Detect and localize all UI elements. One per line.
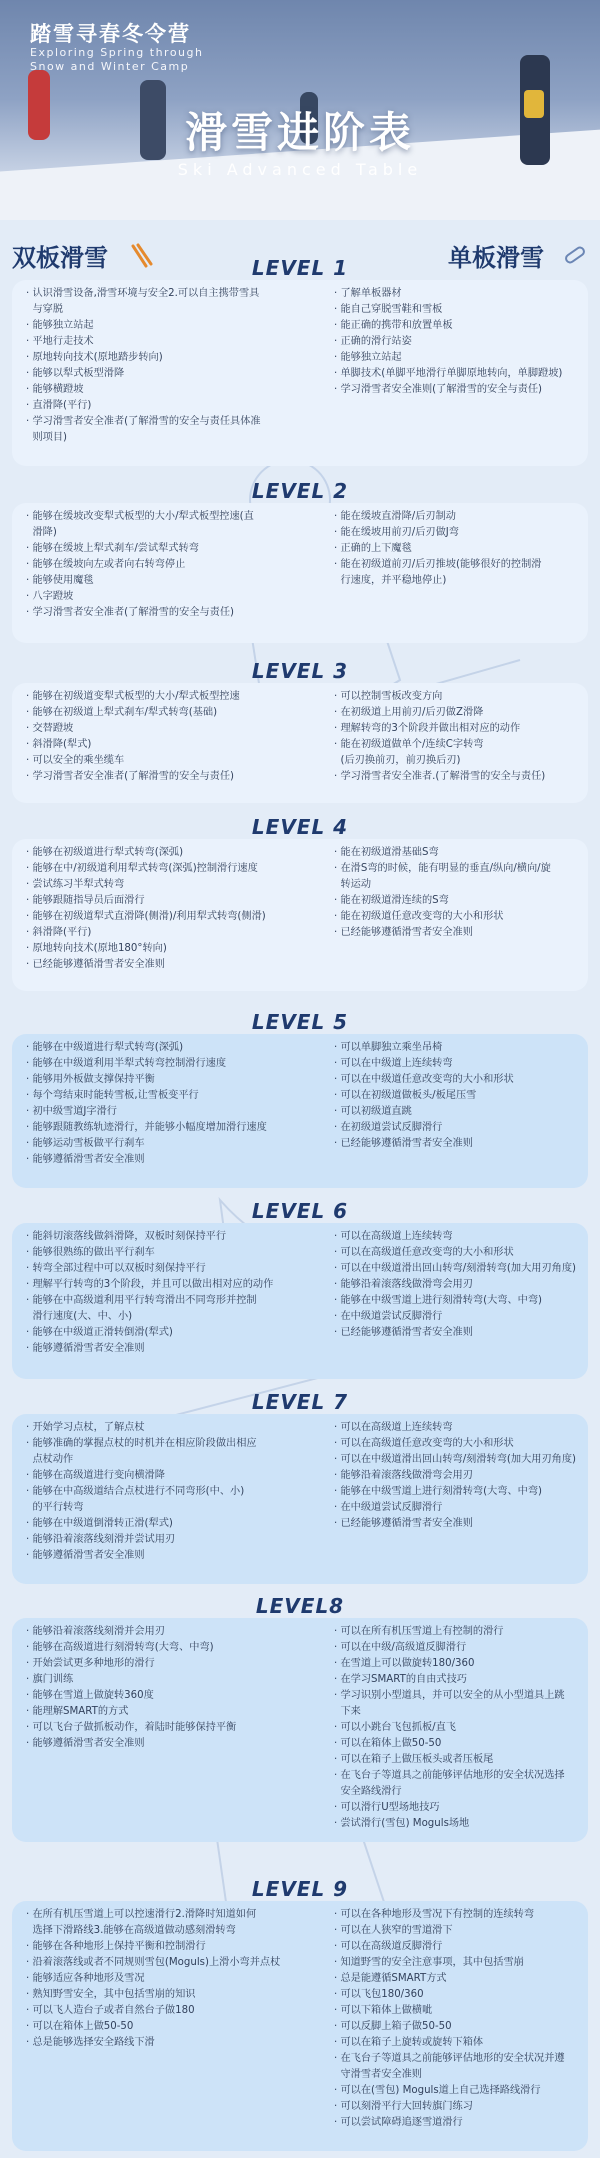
skill-item: · 初中级雪道J字滑行 [26, 1106, 117, 1117]
skill-item: · 可以在初级道做板头/板尾压雪 [334, 1090, 477, 1101]
skill-item: · 能够适应各种地形及雪况 [26, 1973, 145, 1984]
skill-item: · 能够遵循滑雪者安全准则 [26, 1343, 145, 1354]
skill-item: · 能够跟随指导员后面滑行 [26, 895, 145, 906]
skill-item: · 能理解SMART的方式 [26, 1706, 129, 1717]
skill-item: · 可以初级道直跳 [334, 1106, 412, 1117]
skill-item: · 能自己穿脱雪鞋和雪板 [334, 304, 443, 315]
level-heading: LEVEL 1 [251, 256, 349, 280]
skill-item: · 能够在中级道利用半犁式转弯控制滑行速度 [26, 1058, 227, 1069]
skill-item: · 学习滑雪者安全准者(了解滑雪的安全与责任) [26, 771, 234, 782]
skill-item: · 能够在高级道进行刻滑转弯(大弯、中弯) [26, 1642, 214, 1653]
level-1-card [12, 280, 588, 466]
skill-item: · 能够独立站起 [334, 352, 402, 363]
skill-item: · 可以在中级/高级道反脚滑行 [334, 1642, 467, 1653]
double-ski-list [26, 1624, 331, 1752]
skill-item: · 已经能够遵循滑雪者安全准则 [334, 1327, 473, 1338]
skill-item: · 学习滑雪者安全准者(了解滑雪的安全与责任) [26, 607, 234, 618]
level-9-card [12, 1901, 588, 2151]
skill-item: · 能够准确的掌握点杖的时机并在相应阶段做出相应 点杖动作 [26, 1438, 257, 1465]
skill-item: · 直滑降(平行) [26, 400, 92, 411]
skill-item: · 能斜切滚落线做斜滑降，双板时刻保持平行 [26, 1231, 227, 1242]
skill-item: · 可以在箱体上做50-50 [334, 1738, 442, 1749]
skill-item: · 可以飞人造台子或者自然台子做180 [26, 2005, 195, 2016]
skill-item: · 能够使用魔毯 [26, 575, 94, 586]
skill-item: · 认识滑雪设备,滑雪环境与安全2.可以自主携带雪具 与穿脱 [26, 288, 260, 315]
skill-item: · 在雪道上可以做旋转180/360 [334, 1658, 475, 1669]
skill-item: · 斜滑降(平行) [26, 927, 92, 938]
skill-item: · 能够运动雪板做平行刹车 [26, 1138, 145, 1149]
skill-item: · 可以控制雪板改变方向 [334, 691, 443, 702]
level-heading: LEVEL 4 [251, 815, 349, 839]
skill-item: · 能够在雪道上做旋转360度 [26, 1690, 154, 1701]
skill-item: · 尝试练习半犁式转弯 [26, 879, 125, 890]
level-heading: LEVEL 2 [251, 479, 349, 503]
skill-item: · 能够在中/初级道利用犁式转弯(深弧)控制滑行速度 [26, 863, 258, 874]
level-heading: LEVEL 7 [251, 1390, 349, 1414]
skill-item: · 能够在中级道倒滑转正滑(犁式) [26, 1518, 173, 1529]
skill-item: · 能够遵循滑雪者安全准则 [26, 1738, 145, 1749]
skill-item: · 能够遵循滑雪者安全准则 [26, 1154, 145, 1165]
skill-item: · 开始学习点杖，了解点杖 [26, 1422, 145, 1433]
skill-item: · 交替蹬坡 [26, 723, 74, 734]
skill-item: · 能够横蹬坡 [26, 384, 84, 395]
skill-item: · 可以尝试障碍追逐雪道滑行 [334, 2117, 463, 2128]
skill-item: · 能够在高级道进行变向横滑降 [26, 1470, 165, 1481]
skill-item: · 能够在初级道变犁式板型的大小/犁式板型控速 [26, 691, 240, 702]
double-ski-list [26, 1420, 331, 1564]
skill-item: · 能够在中级道正滑转倒滑(犁式) [26, 1327, 173, 1338]
skill-item: · 每个弯结束时能转雪板,让雪板变平行 [26, 1090, 199, 1101]
skill-item: · 可以在中级道上连续转弯 [334, 1058, 453, 1069]
skill-item: · 可以在高级道上连续转弯 [334, 1422, 453, 1433]
skill-item: · 已经能够遵循滑雪者安全准则 [334, 1518, 473, 1529]
snowboard-list [334, 689, 580, 785]
skill-item: · 可以在箱子上做压板头或者压板尾 [334, 1754, 494, 1765]
level-heading: LEVEL8 [255, 1594, 345, 1618]
skill-item: · 可以在(雪包) Moguls道上自己选择路线滑行 [334, 2085, 541, 2096]
skill-item: · 能够沿着滚落线做滑弯会用刃 [334, 1470, 473, 1481]
skill-item: · 能够在中高级道结合点杖进行不同弯形(中、小) 的平行转弯 [26, 1486, 245, 1513]
skill-item: · 已经能够遵循滑雪者安全准则 [26, 959, 165, 970]
double-ski-list [26, 509, 331, 621]
skill-item: · 原地转向技术(原地180°转向) [26, 943, 167, 954]
level-4-card [12, 839, 588, 991]
skill-item: · 可以下箱体上做横呲 [334, 2005, 433, 2016]
double-ski-list [26, 845, 331, 973]
level-heading: LEVEL 5 [251, 1010, 349, 1034]
skill-item: · 能在初级道滑连续的S弯 [334, 895, 449, 906]
skill-item: · 可以在高级道任意改变弯的大小和形状 [334, 1438, 514, 1449]
skill-item: · 能在初级道前刃/后刃推坡(能够很好的控制滑 行速度，并平稳地停止) [334, 559, 542, 586]
skill-item: · 能在缓坡直滑降/后刃制动 [334, 511, 456, 522]
skill-item: · 能够遵循滑雪者安全准则 [26, 1550, 145, 1561]
skill-item: · 可以在中级道滑出回山转弯/刻滑转弯(加大用刃角度) [334, 1454, 576, 1465]
double-ski-list [26, 1907, 331, 2051]
page-subtitle: Ski Advanced Table [177, 160, 423, 179]
skill-item: · 正确的滑行站姿 [334, 336, 412, 347]
skill-item: · 在所有机压雪道上可以控速滑行2.滑降时知道如何 选择下滑路线3.能够在高级道做动感刻滑转弯 [26, 1909, 257, 1936]
double-ski-list [26, 689, 331, 785]
skill-item: · 可以在所有机压雪道上有控制的滑行 [334, 1626, 504, 1637]
skill-item: · 能够很熟练的做出平行刹车 [26, 1247, 155, 1258]
skill-item: · 在滑S弯的时候，能有明显的垂直/纵向/横向/旋 转运动 [334, 863, 551, 890]
skill-item: · 能在缓坡用前刃/后刃做J弯 [334, 527, 459, 538]
skill-item: · 正确的上下魔毯 [334, 543, 412, 554]
skill-item: · 可以在高级道上连续转弯 [334, 1231, 453, 1242]
skill-item: · 平地行走技术 [26, 336, 94, 347]
skill-item: · 能够以犁式板型滑降 [26, 368, 125, 379]
level-8-card [12, 1618, 588, 1842]
snowboard-list [334, 1420, 580, 1532]
snowboard-list [334, 286, 580, 398]
double-ski-list [26, 286, 331, 446]
skill-item: · 能够在初级道进行犁式转弯(深弧) [26, 847, 184, 858]
camp-name: 踏雪寻春冬令营 [30, 21, 191, 46]
skill-item: · 可以飞台子做抓板动作，着陆时能够保持平衡 [26, 1722, 237, 1733]
double-ski-list [26, 1229, 331, 1357]
skill-item: · 能够在初级道上犁式刹车/犁式转弯(基础) [26, 707, 218, 718]
skill-item: · 能够跟随教练轨迹滑行，并能够小幅度增加滑行速度 [26, 1122, 267, 1133]
level-5-card [12, 1034, 588, 1188]
skill-item: · 能在初级道滑基础S弯 [334, 847, 439, 858]
camp-name-en: Exploring Spring through Snow and Winter Camp [30, 46, 204, 73]
page-title: 滑雪进阶表 [184, 108, 415, 157]
skill-item: · 能在初级道做单个/连续C字转弯 (后刃换前刃，前刃换后刃) [334, 739, 484, 766]
skill-item: · 可以安全的乘坐缆车 [26, 755, 125, 766]
snowboard-list [334, 1907, 580, 2131]
skill-item: · 开始尝试更多种地形的滑行 [26, 1658, 155, 1669]
skill-item: · 可以在中级道任意改变弯的大小和形状 [334, 1074, 514, 1085]
skill-item: · 能够沿着滚落线刻滑并尝试用刃 [26, 1534, 176, 1545]
skill-item: · 转弯全部过程中可以双板时刻保持平行 [26, 1263, 206, 1274]
header-banner [0, 0, 600, 220]
skill-item: · 知道野雪的安全注意事项，其中包括雪崩 [334, 1957, 524, 1968]
level-heading: LEVEL 6 [251, 1199, 349, 1223]
level-2-card [12, 503, 588, 643]
skill-item: · 已经能够遵循滑雪者安全准则 [334, 1138, 473, 1149]
skill-item: · 原地转向技术(原地踏步转向) [26, 352, 163, 363]
skill-item: · 能够沿着滚落线做滑弯会用刃 [334, 1279, 473, 1290]
skill-item: · 能够在中高级道利用平行转弯滑出不同弯形并控制 滑行速度(大、中、小) [26, 1295, 257, 1322]
skill-item: · 熟知野雪安全，其中包括雪崩的知识 [26, 1989, 196, 2000]
skill-item: · 总是能遵循SMART方式 [334, 1973, 447, 1984]
skill-item: · 可以在中级道滑出回山转弯/刻滑转弯(加大用刃角度) [334, 1263, 576, 1274]
skill-item: · 可以刻滑平行大回转旗门练习 [334, 2101, 473, 2112]
skill-item: · 能够沿着滚落线刻滑并会用刃 [26, 1626, 165, 1637]
skill-item: · 在中级道尝试反脚滑行 [334, 1311, 443, 1322]
skill-item: · 在初级道尝试反脚滑行 [334, 1122, 443, 1133]
skill-item: · 单脚技术(单脚平地滑行单脚原地转向，单脚蹬坡) [334, 368, 563, 379]
skill-item: · 尝试滑行(雪包) Moguls场地 [334, 1818, 470, 1829]
skill-item: · 斜滑降(犁式) [26, 739, 92, 750]
skill-item: · 能够在缓坡上犁式刹车/尝试犁式转弯 [26, 543, 199, 554]
snowboard-list [334, 509, 580, 589]
skill-item: · 可以单脚独立乘坐吊椅 [334, 1042, 443, 1053]
skill-item: · 可以滑行U型场地技巧 [334, 1802, 440, 1813]
skill-item: · 在飞台子等道具之前能够评估地形的安全状况并遵 守滑雪者安全准则 [334, 2053, 565, 2080]
skill-item: · 能够独立站起 [26, 320, 94, 331]
skill-item: · 能在初级道任意改变弯的大小和形状 [334, 911, 504, 922]
skill-item: · 在初级道上用前刃/后刃做Z滑降 [334, 707, 484, 718]
single-board-heading: 单板滑雪 [448, 244, 544, 272]
skill-item: · 沿着滚落线或者不同规则雪包(Moguls)上滑小弯并点杖 [26, 1957, 281, 1968]
skill-item: · 了解单板器材 [334, 288, 402, 299]
skill-item: · 能够在各种地形上保持平衡和控制滑行 [26, 1941, 206, 1952]
snowboard-list [334, 1040, 580, 1152]
level-heading: LEVEL 3 [251, 659, 349, 683]
skill-item: · 学习滑雪者安全准者.(了解滑雪的安全与责任) [334, 771, 546, 782]
skill-item: · 总是能够选择安全路线下滑 [26, 2037, 155, 2048]
skill-item: · 学习滑雪者安全准则(了解滑雪的安全与责任) [334, 384, 542, 395]
skill-item: · 能够在中级道进行犁式转弯(深弧) [26, 1042, 184, 1053]
skill-item: · 可以在高级道反脚滑行 [334, 1941, 443, 1952]
skill-item: · 能够在缓坡改变犁式板型的大小/犁式板型控速(直 滑降) [26, 511, 254, 538]
skill-item: · 学习识别小型道具，并可以安全的从小型道具上跳 下来 [334, 1690, 565, 1717]
skill-item: · 理解转弯的3个阶段并做出相对应的动作 [334, 723, 521, 734]
skill-item: · 八字蹬坡 [26, 591, 74, 602]
skill-item: · 能够在初级道犁式直滑降(侧滑)/利用犁式转弯(侧滑) [26, 911, 266, 922]
skill-item: · 可以在箱子上旋转或旋转下箱体 [334, 2037, 484, 2048]
skill-item: · 可以反脚上箱子做50-50 [334, 2021, 452, 2032]
skill-item: · 可以在人狭窄的雪道滑下 [334, 1925, 453, 1936]
skill-item: · 理解平行转弯的3个阶段，并且可以做出相对应的动作 [26, 1279, 274, 1290]
skill-item: · 能够在缓坡向左或者向右转弯停止 [26, 559, 186, 570]
skill-item: · 旗门训练 [26, 1674, 74, 1685]
double-ski-heading: 双板滑雪 [12, 244, 108, 272]
double-ski-list [26, 1040, 331, 1168]
skill-item: · 能够在中级雪道上进行刻滑转弯(大弯、中弯) [334, 1295, 542, 1306]
skill-item: · 可以在箱体上做50-50 [26, 2021, 134, 2032]
skill-item: · 已经能够遵循滑雪者安全准则 [334, 927, 473, 938]
skill-item: · 可以在各种地形及雪况下有控制的连续转弯 [334, 1909, 535, 1920]
snowboard-list [334, 1624, 580, 1832]
skill-item: · 在中级道尝试反脚滑行 [334, 1502, 443, 1513]
skill-item: · 可以小跳台飞包抓板/直飞 [334, 1722, 456, 1733]
level-heading: LEVEL 9 [251, 1877, 349, 1901]
skill-item: · 能够用外板做支撑保持平衡 [26, 1074, 155, 1085]
skill-item: · 能正确的携带和放置单板 [334, 320, 453, 331]
skill-item: · 可以飞包180/360 [334, 1989, 424, 2000]
skill-item: · 能够在中级雪道上进行刻滑转弯(大弯、中弯) [334, 1486, 542, 1497]
skill-item: · 可以在高级道任意改变弯的大小和形状 [334, 1247, 514, 1258]
skill-item: · 在学习SMART的自由式技巧 [334, 1674, 467, 1685]
snowboard-list [334, 845, 580, 941]
level-7-card [12, 1414, 588, 1584]
skill-item: · 在飞台子等道具之前能够评估地形的安全状况选择 安全路线滑行 [334, 1770, 565, 1797]
skill-item: · 学习滑雪者安全准者(了解滑雪的安全与责任具体准 则项目) [26, 416, 261, 443]
level-3-card [12, 683, 588, 803]
snowboard-list [334, 1229, 580, 1341]
level-6-card [12, 1223, 588, 1379]
